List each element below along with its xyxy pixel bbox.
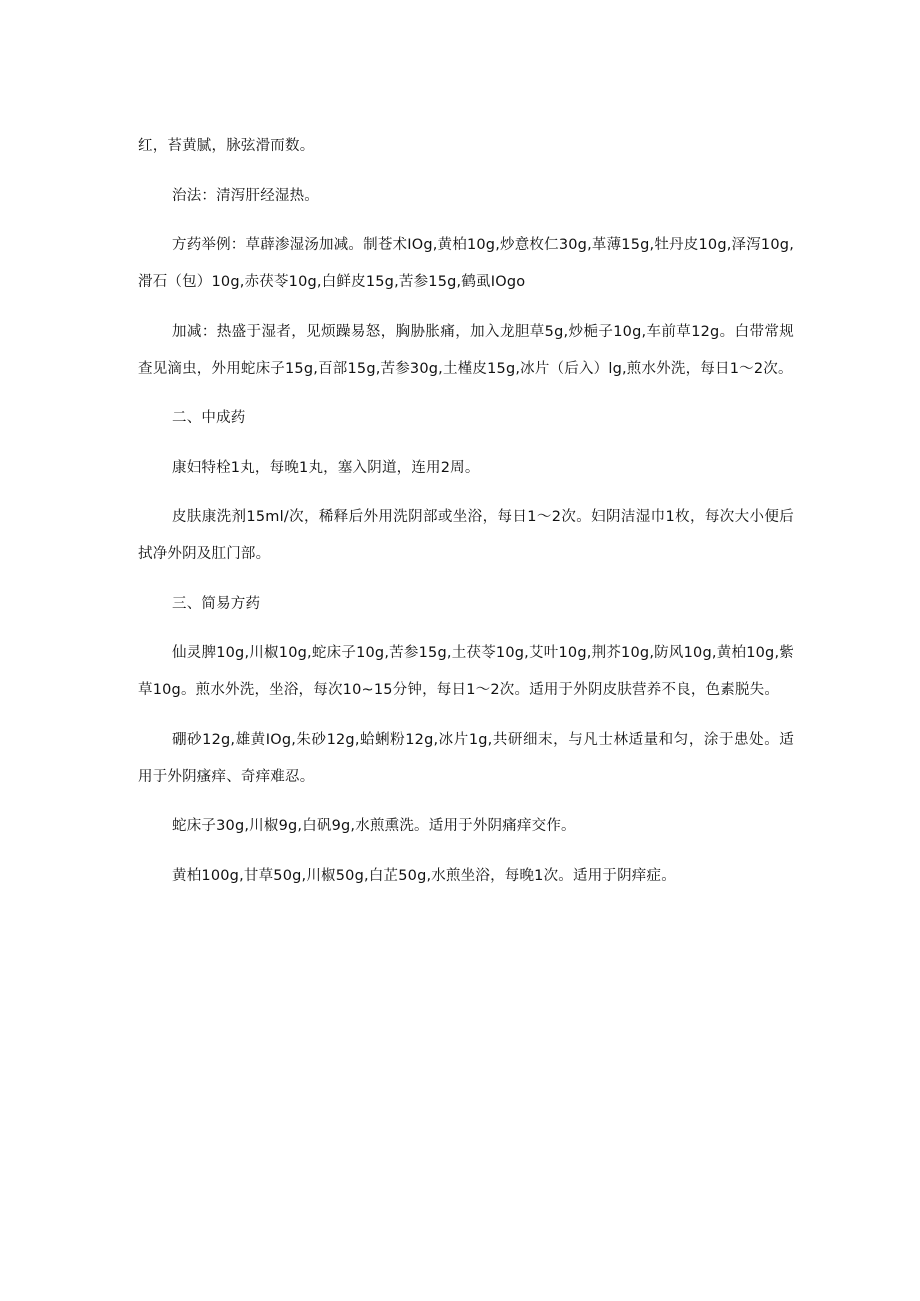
paragraph-remedy-4: 黄柏100g,甘草50g,川椒50g,白芷50g,水煎坐浴，每晚1次。适用于阴痒症。 <box>172 867 676 884</box>
paragraph-suppository: 康妇特栓1丸，每晚1丸，塞入阴道，连用2周。 <box>172 459 480 476</box>
document-body <box>138 128 794 907</box>
paragraph-remedy-2: 硼砂12g,雄黄IOg,朱砂12g,蛤蜊粉12g,冰片1g,共研细末，与凡士林适量和匀，涂于患处。适用于外阴瘙痒、奇痒难忍。 <box>138 731 794 785</box>
paragraph-prescription-example: 方药举例：草薜渗湿汤加减。制苍术IOg,黄柏10g,炒意枚仁30g,革薄15g,牡丹皮10g,泽泻10g,滑石（包）10g,赤茯苓10g,白鲜皮15g,苦参15g,鹤虱IOgo <box>138 237 794 290</box>
paragraph-treatment-method: 治法：清泻肝经湿热。 <box>172 187 319 204</box>
section-heading-simple-remedies: 三、简易方药 <box>172 595 261 612</box>
section-heading-patent-medicine: 二、中成药 <box>172 410 246 426</box>
paragraph-remedy-1: 仙灵脾10g,川椒10g,蛇床子10g,苦参15g,土茯苓10g,艾叶10g,荆芥10g,防风10g,黄柏10g,紫草10g。煎水外洗，坐浴，每次10~15分钟，每日1～2次。适用于外阴皮肤营养不良，色素脱失。 <box>138 645 794 698</box>
paragraph-symptoms: 红，苔黄腻，脉弦滑而数。 <box>138 138 315 154</box>
paragraph-modifications: 加减：热盛于湿者，见烦躁易怒，胸胁胀痛，加入龙胆草5g,炒梔子10g,车前草12g。白带常规查见滴虫，外用蛇床子15g,百部15g,苦参30g,土槿皮15g,冰片（后入）lg,煎水外洗，每日1～2次。 <box>138 323 794 377</box>
paragraph-wash-lotion: 皮肤康洗剂15ml/次，稀释后外用洗阴部或坐浴，每日1～2次。妇阴洁湿巾1枚，每次大小便后拭净外阴及肛门部。 <box>138 509 794 562</box>
paragraph-remedy-3: 蛇床子30g,川椒9g,白矾9g,水煎熏洗。适用于外阴痛痒交作。 <box>172 818 576 834</box>
